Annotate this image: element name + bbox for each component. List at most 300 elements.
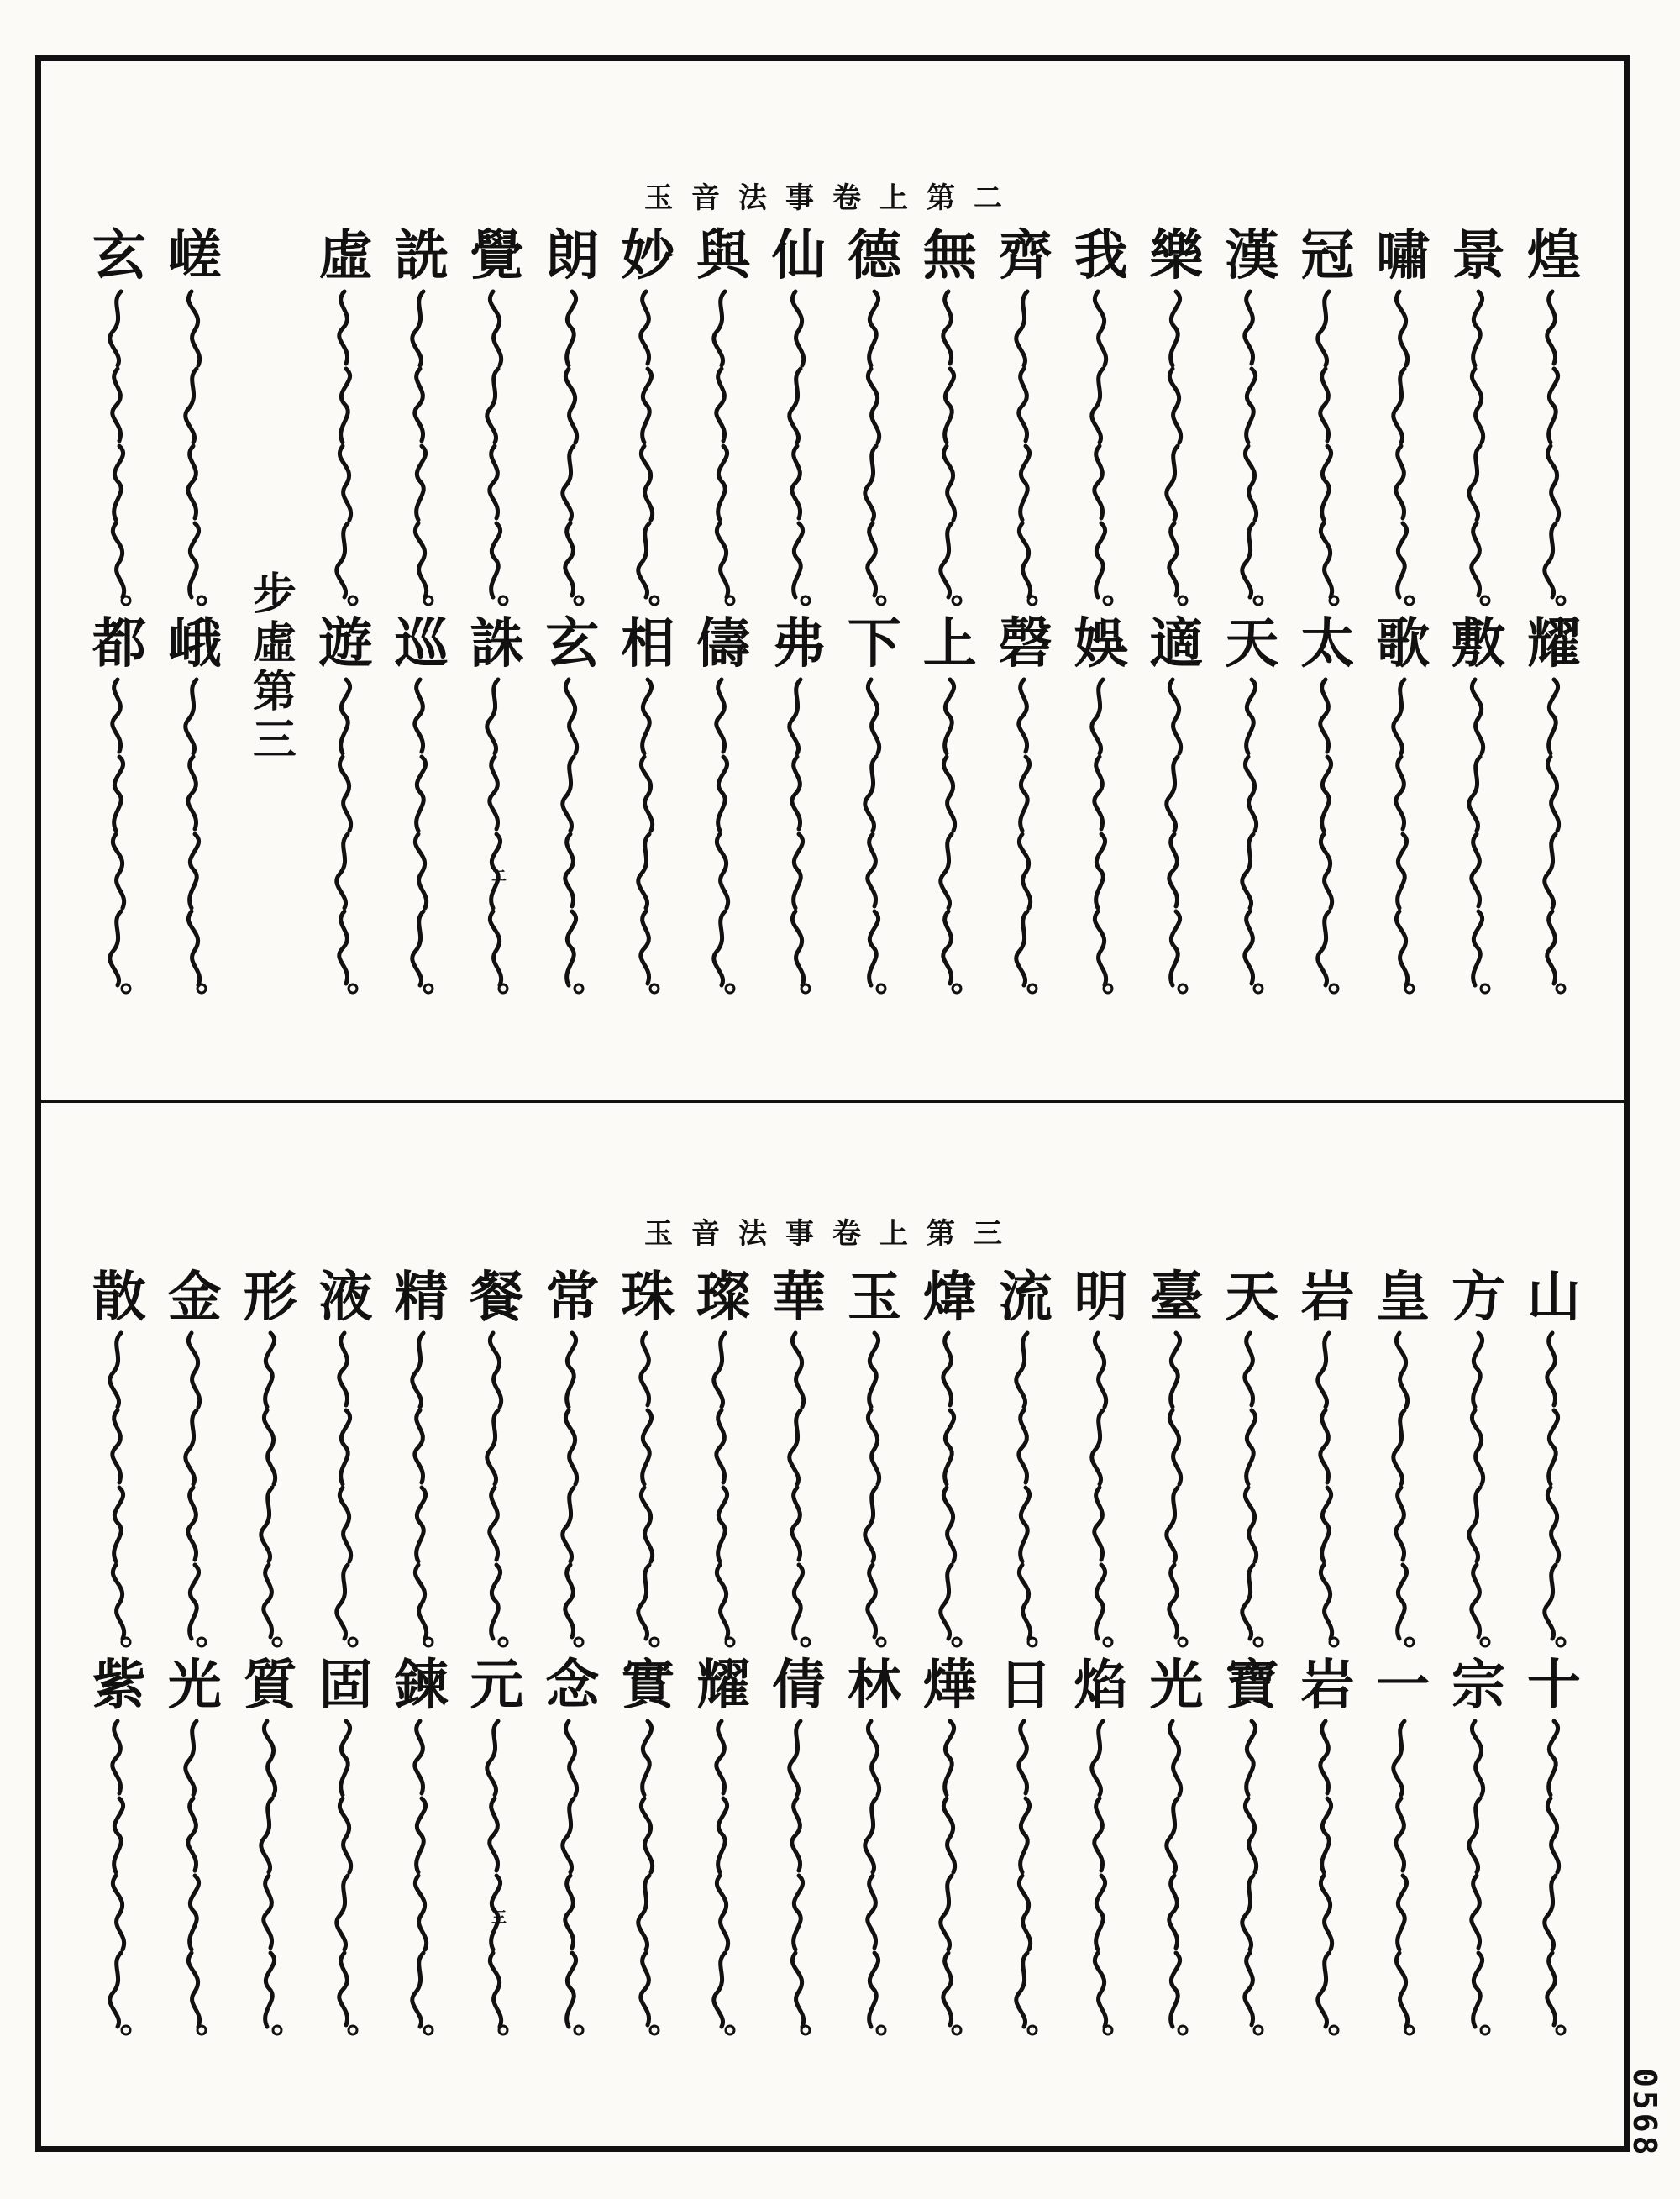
text-column — [914, 224, 986, 1005]
neume-stroke — [643, 1410, 652, 1484]
text-column — [83, 1266, 155, 2047]
neume-notation-icon — [780, 1718, 817, 2037]
character-group — [998, 612, 1053, 1005]
neume-stroke — [794, 1876, 803, 1950]
neume-notation-icon — [1384, 288, 1421, 607]
end-circle-mark — [650, 596, 659, 605]
neume-stroke — [1246, 1488, 1257, 1561]
neume-notation-icon — [856, 288, 893, 607]
neume-stroke — [1245, 911, 1253, 984]
neume-stroke — [1091, 680, 1102, 753]
neume-stroke — [114, 1488, 123, 1561]
neume-notation-icon — [1536, 1330, 1572, 1649]
end-circle-mark — [1104, 596, 1112, 605]
chant-character: 一 — [1376, 1654, 1431, 1717]
chant-character: 冠 — [1300, 224, 1355, 287]
character-group — [167, 224, 222, 617]
character-group — [1074, 1266, 1128, 1659]
end-circle-mark — [122, 1638, 130, 1646]
chant-character: 遊 — [318, 612, 373, 675]
neume-notation-icon — [856, 1718, 893, 2037]
chant-character: 煒 — [922, 1266, 977, 1329]
neume-notation-icon — [554, 1330, 591, 1649]
neume-stroke — [869, 1953, 879, 2027]
neume-stroke — [336, 834, 347, 908]
neume-stroke — [1321, 1876, 1332, 1950]
neume-stroke — [1547, 1953, 1556, 2025]
neume-stroke — [1549, 680, 1558, 753]
neume-notation-icon — [1460, 1330, 1497, 1649]
neume-stroke — [943, 1333, 952, 1405]
neume-stroke — [265, 1953, 274, 2027]
end-circle-mark — [726, 2026, 734, 2034]
text-column — [1518, 1266, 1590, 2047]
neume-notation-icon — [705, 1330, 742, 1649]
neume-stroke — [717, 523, 727, 597]
neume-stroke — [1095, 1333, 1105, 1407]
neume-stroke — [487, 369, 498, 443]
neume-stroke — [1320, 680, 1329, 752]
neume-stroke — [190, 834, 199, 908]
neume-stroke — [641, 1953, 649, 2025]
neume-notation-icon — [176, 1330, 213, 1649]
character-group — [847, 224, 901, 617]
neume-stroke — [638, 523, 649, 597]
upper-leaf — [41, 61, 1624, 1103]
chant-character: 皇 — [1376, 1266, 1431, 1329]
neume-stroke — [1545, 1876, 1556, 1950]
neume-stroke — [643, 369, 652, 443]
end-circle-mark — [499, 1638, 507, 1646]
neume-stroke — [1469, 757, 1480, 831]
neume-stroke — [1095, 291, 1105, 365]
neume-notation-icon — [1460, 676, 1497, 995]
character-group — [545, 1654, 600, 2047]
character-group — [998, 224, 1053, 617]
character-group — [1452, 224, 1506, 617]
running-title: 玉音法事卷上第二 — [644, 181, 1021, 215]
lower-leaf — [41, 1103, 1624, 2146]
neume-stroke — [339, 291, 347, 364]
neume-stroke — [414, 1410, 423, 1483]
chant-character: 太 — [1300, 612, 1355, 675]
neume-stroke — [110, 1333, 121, 1407]
neume-stroke — [1318, 1953, 1329, 2027]
neume-stroke — [943, 757, 954, 831]
neume-stroke — [1472, 1876, 1480, 1948]
neume-stroke — [490, 757, 498, 829]
chant-character: 德 — [847, 224, 901, 287]
neume-stroke — [491, 1333, 501, 1407]
neume-stroke — [1321, 1565, 1332, 1639]
section-heading: 步虛第三 — [244, 570, 297, 765]
chant-character: 磬 — [998, 612, 1053, 675]
text-column — [1215, 224, 1288, 1005]
neume-stroke — [1472, 523, 1480, 596]
neume-stroke — [1169, 1876, 1178, 1948]
neume-stroke — [264, 1721, 275, 1795]
neume-stroke — [487, 1721, 498, 1795]
neume-stroke — [415, 1565, 426, 1639]
neume-stroke — [1394, 680, 1404, 753]
character-group — [621, 224, 675, 617]
neume-stroke — [113, 1410, 121, 1483]
character-group — [470, 1266, 524, 1659]
neume-stroke — [943, 1488, 954, 1561]
neume-stroke — [563, 757, 574, 831]
chant-character: 妙 — [621, 224, 675, 287]
neume-notation-icon — [932, 676, 969, 995]
character-group — [1376, 1654, 1431, 2047]
page-frame — [35, 55, 1630, 2152]
neume-notation-icon — [1083, 1330, 1120, 1649]
neume-stroke — [264, 1876, 272, 1948]
end-circle-mark — [953, 596, 961, 605]
neume-stroke — [1321, 523, 1332, 597]
chant-character: 樂 — [1149, 224, 1204, 287]
neume-stroke — [944, 1410, 953, 1484]
neume-stroke — [113, 1721, 121, 1793]
neume-stroke — [113, 1876, 123, 1950]
neume-notation-icon — [1384, 676, 1421, 995]
neume-stroke — [869, 291, 879, 365]
neume-stroke — [642, 1798, 653, 1872]
neume-notation-icon — [629, 676, 666, 995]
neume-notation-icon — [780, 1330, 817, 1649]
character-group — [998, 1266, 1053, 1659]
chant-character: 與 — [696, 224, 751, 287]
neume-notation-icon — [1007, 1330, 1044, 1649]
neume-notation-icon — [629, 1330, 666, 1649]
neume-stroke — [868, 834, 876, 906]
neume-stroke — [1095, 911, 1105, 985]
neume-stroke — [1094, 757, 1102, 829]
neume-notation-icon — [1233, 1718, 1270, 2037]
neume-stroke — [113, 680, 121, 752]
neume-stroke — [642, 1488, 653, 1561]
neume-stroke — [188, 757, 197, 829]
neume-stroke — [336, 523, 347, 597]
neume-stroke — [188, 1798, 197, 1871]
neume-stroke — [1167, 446, 1178, 520]
neume-stroke — [1245, 1333, 1253, 1405]
neume-stroke — [943, 1953, 952, 2025]
neume-stroke — [339, 1488, 350, 1561]
neume-notation-icon — [328, 676, 365, 995]
end-circle-mark — [197, 1638, 206, 1646]
neume-stroke — [1547, 911, 1556, 984]
text-column — [990, 1266, 1062, 2047]
chant-character: 弗 — [772, 612, 827, 675]
neume-stroke — [416, 446, 425, 520]
neume-stroke — [566, 1410, 577, 1484]
character-group — [922, 612, 977, 1005]
character-group — [696, 612, 751, 1005]
neume-notation-icon — [252, 1330, 289, 1649]
neume-stroke — [412, 1333, 423, 1407]
text-column — [838, 224, 911, 1005]
end-circle-mark — [877, 2026, 885, 2034]
neume-stroke — [941, 834, 952, 908]
neume-stroke — [1171, 291, 1180, 365]
character-group — [92, 224, 146, 617]
chant-character: 璨 — [696, 1266, 751, 1329]
neume-stroke — [868, 523, 876, 596]
neume-stroke — [188, 911, 199, 985]
chant-character: 天 — [1225, 1266, 1279, 1329]
neume-stroke — [944, 1721, 953, 1795]
neume-stroke — [1472, 1565, 1480, 1637]
neume-stroke — [261, 1798, 272, 1872]
chant-character: 十 — [1526, 1654, 1581, 1717]
neume-stroke — [1091, 1721, 1102, 1795]
text-column — [536, 224, 608, 1005]
neume-stroke — [1318, 291, 1329, 365]
neume-stroke — [1398, 1565, 1407, 1639]
neume-stroke — [943, 1798, 954, 1872]
neume-stroke — [113, 1565, 123, 1639]
character-group — [167, 1266, 222, 1659]
end-circle-mark — [1405, 1638, 1414, 1646]
end-circle-mark — [1179, 596, 1187, 605]
neume-notation-icon — [101, 676, 138, 995]
neume-stroke — [1322, 1798, 1331, 1872]
end-circle-mark — [1557, 984, 1565, 993]
text-column — [612, 1266, 684, 2047]
character-group — [696, 1654, 751, 2047]
chant-character: 日 — [998, 1654, 1053, 1717]
neume-stroke — [1396, 446, 1404, 518]
neume-stroke — [1018, 1410, 1026, 1483]
character-group — [1225, 224, 1279, 617]
neume-stroke — [188, 1953, 199, 2027]
neume-stroke — [1095, 1876, 1105, 1950]
end-circle-mark — [953, 1638, 961, 1646]
neume-stroke — [113, 834, 123, 908]
character-group — [922, 1266, 977, 1659]
neume-stroke — [339, 757, 350, 831]
neume-stroke — [1320, 369, 1329, 441]
neume-stroke — [1091, 369, 1102, 443]
neume-notation-icon — [1233, 676, 1270, 995]
neume-stroke — [340, 1410, 349, 1484]
chant-character: 精 — [394, 1266, 449, 1329]
neume-stroke — [869, 1333, 879, 1407]
neume-notation-icon — [1083, 288, 1120, 607]
neume-stroke — [1547, 757, 1558, 831]
neume-stroke — [1396, 757, 1404, 829]
neume-stroke — [1019, 1876, 1030, 1950]
neume-stroke — [416, 1488, 425, 1561]
chant-character: 常 — [545, 1266, 600, 1329]
leaf-marker: 三 — [489, 1909, 507, 1924]
neume-notation-icon — [1460, 1718, 1497, 2037]
chant-character: 嵯 — [167, 224, 222, 287]
neume-stroke — [1398, 1876, 1407, 1950]
end-circle-mark — [1330, 596, 1338, 605]
character-group — [922, 224, 977, 617]
neume-notation-icon — [1536, 676, 1572, 995]
neume-stroke — [110, 1953, 121, 2027]
neume-stroke — [1167, 1798, 1178, 1872]
neume-notation-icon — [1158, 1718, 1194, 2037]
neume-stroke — [1549, 1721, 1558, 1795]
chant-character: 流 — [998, 1266, 1053, 1329]
character-group — [545, 224, 600, 617]
text-column — [990, 224, 1062, 1005]
character-group — [998, 1654, 1053, 2047]
chant-character: 煌 — [1526, 224, 1581, 287]
end-circle-mark — [801, 984, 810, 993]
neume-notation-icon — [1007, 1718, 1044, 2037]
neume-notation-icon — [1233, 288, 1270, 607]
character-group — [394, 224, 449, 617]
text-column — [687, 224, 759, 1005]
neume-stroke — [1318, 1333, 1329, 1407]
character-group — [772, 612, 827, 1005]
chant-character: 方 — [1452, 1266, 1506, 1329]
chant-character: 山 — [1526, 1266, 1581, 1329]
end-circle-mark — [349, 984, 357, 993]
character-group — [1526, 1266, 1581, 1659]
text-column — [763, 224, 835, 1005]
neume-stroke — [641, 911, 649, 984]
chant-character: 耀 — [1526, 612, 1581, 675]
neume-notation-icon — [1309, 1330, 1346, 1649]
end-circle-mark — [273, 2026, 281, 2034]
character-group — [1225, 1266, 1279, 1659]
neume-stroke — [186, 1410, 197, 1484]
neume-notation-icon — [176, 676, 213, 995]
neume-stroke — [114, 1798, 123, 1872]
chant-character: 漢 — [1225, 224, 1279, 287]
neume-stroke — [868, 1721, 879, 1795]
neume-stroke — [339, 911, 347, 984]
neume-stroke — [1473, 1953, 1483, 2027]
chant-character: 念 — [545, 1654, 600, 1717]
character-group — [318, 1654, 373, 2047]
text-column — [1140, 1266, 1212, 2047]
neume-stroke — [491, 1953, 501, 2027]
character-group — [847, 1654, 901, 2047]
neume-stroke — [717, 680, 725, 752]
neume-stroke — [643, 680, 652, 753]
text-column — [234, 1266, 307, 2047]
neume-notation-icon — [554, 288, 591, 607]
neume-stroke — [1169, 834, 1178, 906]
character-group — [1526, 1654, 1581, 2047]
neume-stroke — [1167, 757, 1178, 831]
neume-stroke — [412, 1953, 423, 2027]
end-circle-mark — [349, 1638, 357, 1646]
neume-stroke — [414, 1721, 423, 1793]
character-group — [621, 1654, 675, 2047]
neume-stroke — [1472, 680, 1483, 753]
neume-stroke — [1320, 1721, 1329, 1793]
neume-stroke — [638, 1876, 649, 1950]
neume-stroke — [491, 523, 501, 597]
character-group — [696, 1266, 751, 1659]
chant-character: 景 — [1452, 224, 1506, 287]
character-group — [243, 1266, 297, 1659]
neume-stroke — [490, 446, 498, 518]
text-column — [1291, 1266, 1363, 2047]
neume-stroke — [642, 757, 653, 831]
page-number: 0568 — [1626, 2068, 1663, 2159]
text-column — [914, 1266, 986, 2047]
neume-stroke — [792, 291, 803, 365]
neume-notation-icon — [478, 1718, 515, 2037]
neume-stroke — [1095, 523, 1105, 597]
neume-stroke — [1247, 680, 1256, 753]
neume-notation-icon — [554, 1718, 591, 2037]
neume-stroke — [186, 680, 197, 753]
character-group — [1376, 612, 1431, 1005]
end-circle-mark — [1557, 596, 1565, 605]
neume-stroke — [1545, 834, 1556, 908]
character-group — [772, 1654, 827, 2047]
chant-character: 光 — [1149, 1654, 1204, 1717]
neume-notation-icon — [101, 1330, 138, 1649]
neume-stroke — [414, 680, 423, 752]
end-circle-mark — [197, 596, 206, 605]
neume-stroke — [567, 1953, 576, 2027]
chant-character: 無 — [922, 224, 977, 287]
neume-stroke — [1020, 757, 1029, 831]
neume-stroke — [490, 1488, 498, 1560]
neume-stroke — [1016, 911, 1026, 985]
neume-stroke — [943, 911, 952, 984]
neume-stroke — [638, 834, 649, 908]
neume-notation-icon — [1460, 288, 1497, 607]
text-column — [460, 1266, 533, 2047]
character-group — [1149, 612, 1204, 1005]
neume-stroke — [718, 757, 727, 831]
neume-stroke — [1549, 1410, 1558, 1484]
neume-stroke — [1397, 1333, 1408, 1407]
neume-stroke — [264, 1410, 275, 1484]
neume-notation-icon — [932, 1330, 969, 1649]
neume-stroke — [1473, 911, 1483, 985]
neume-stroke — [1095, 1565, 1105, 1639]
neume-notation-icon — [478, 1330, 515, 1649]
neume-stroke — [1547, 1798, 1558, 1872]
end-circle-mark — [575, 1638, 583, 1646]
end-circle-mark — [1405, 2026, 1414, 2034]
chant-character: 我 — [1074, 224, 1128, 287]
chant-character: 焰 — [1074, 1654, 1128, 1717]
neume-stroke — [1016, 1333, 1026, 1407]
end-circle-mark — [726, 1638, 734, 1646]
neume-stroke — [1167, 1488, 1178, 1561]
end-circle-mark — [1104, 1638, 1112, 1646]
neume-stroke — [567, 291, 576, 365]
chant-character: 臺 — [1149, 1266, 1204, 1329]
neume-stroke — [339, 1798, 350, 1872]
neume-stroke — [1019, 523, 1030, 597]
chant-character: 珠 — [621, 1266, 675, 1329]
neume-stroke — [1318, 911, 1329, 985]
neume-notation-icon — [932, 1718, 969, 2037]
chant-character: 紫 — [92, 1654, 146, 1717]
neume-stroke — [869, 911, 879, 985]
neume-stroke — [944, 680, 953, 753]
neume-stroke — [792, 757, 801, 829]
neume-stroke — [717, 1876, 727, 1950]
end-circle-mark — [1330, 1638, 1338, 1646]
neume-notation-icon — [1309, 288, 1346, 607]
end-circle-mark — [801, 596, 810, 605]
